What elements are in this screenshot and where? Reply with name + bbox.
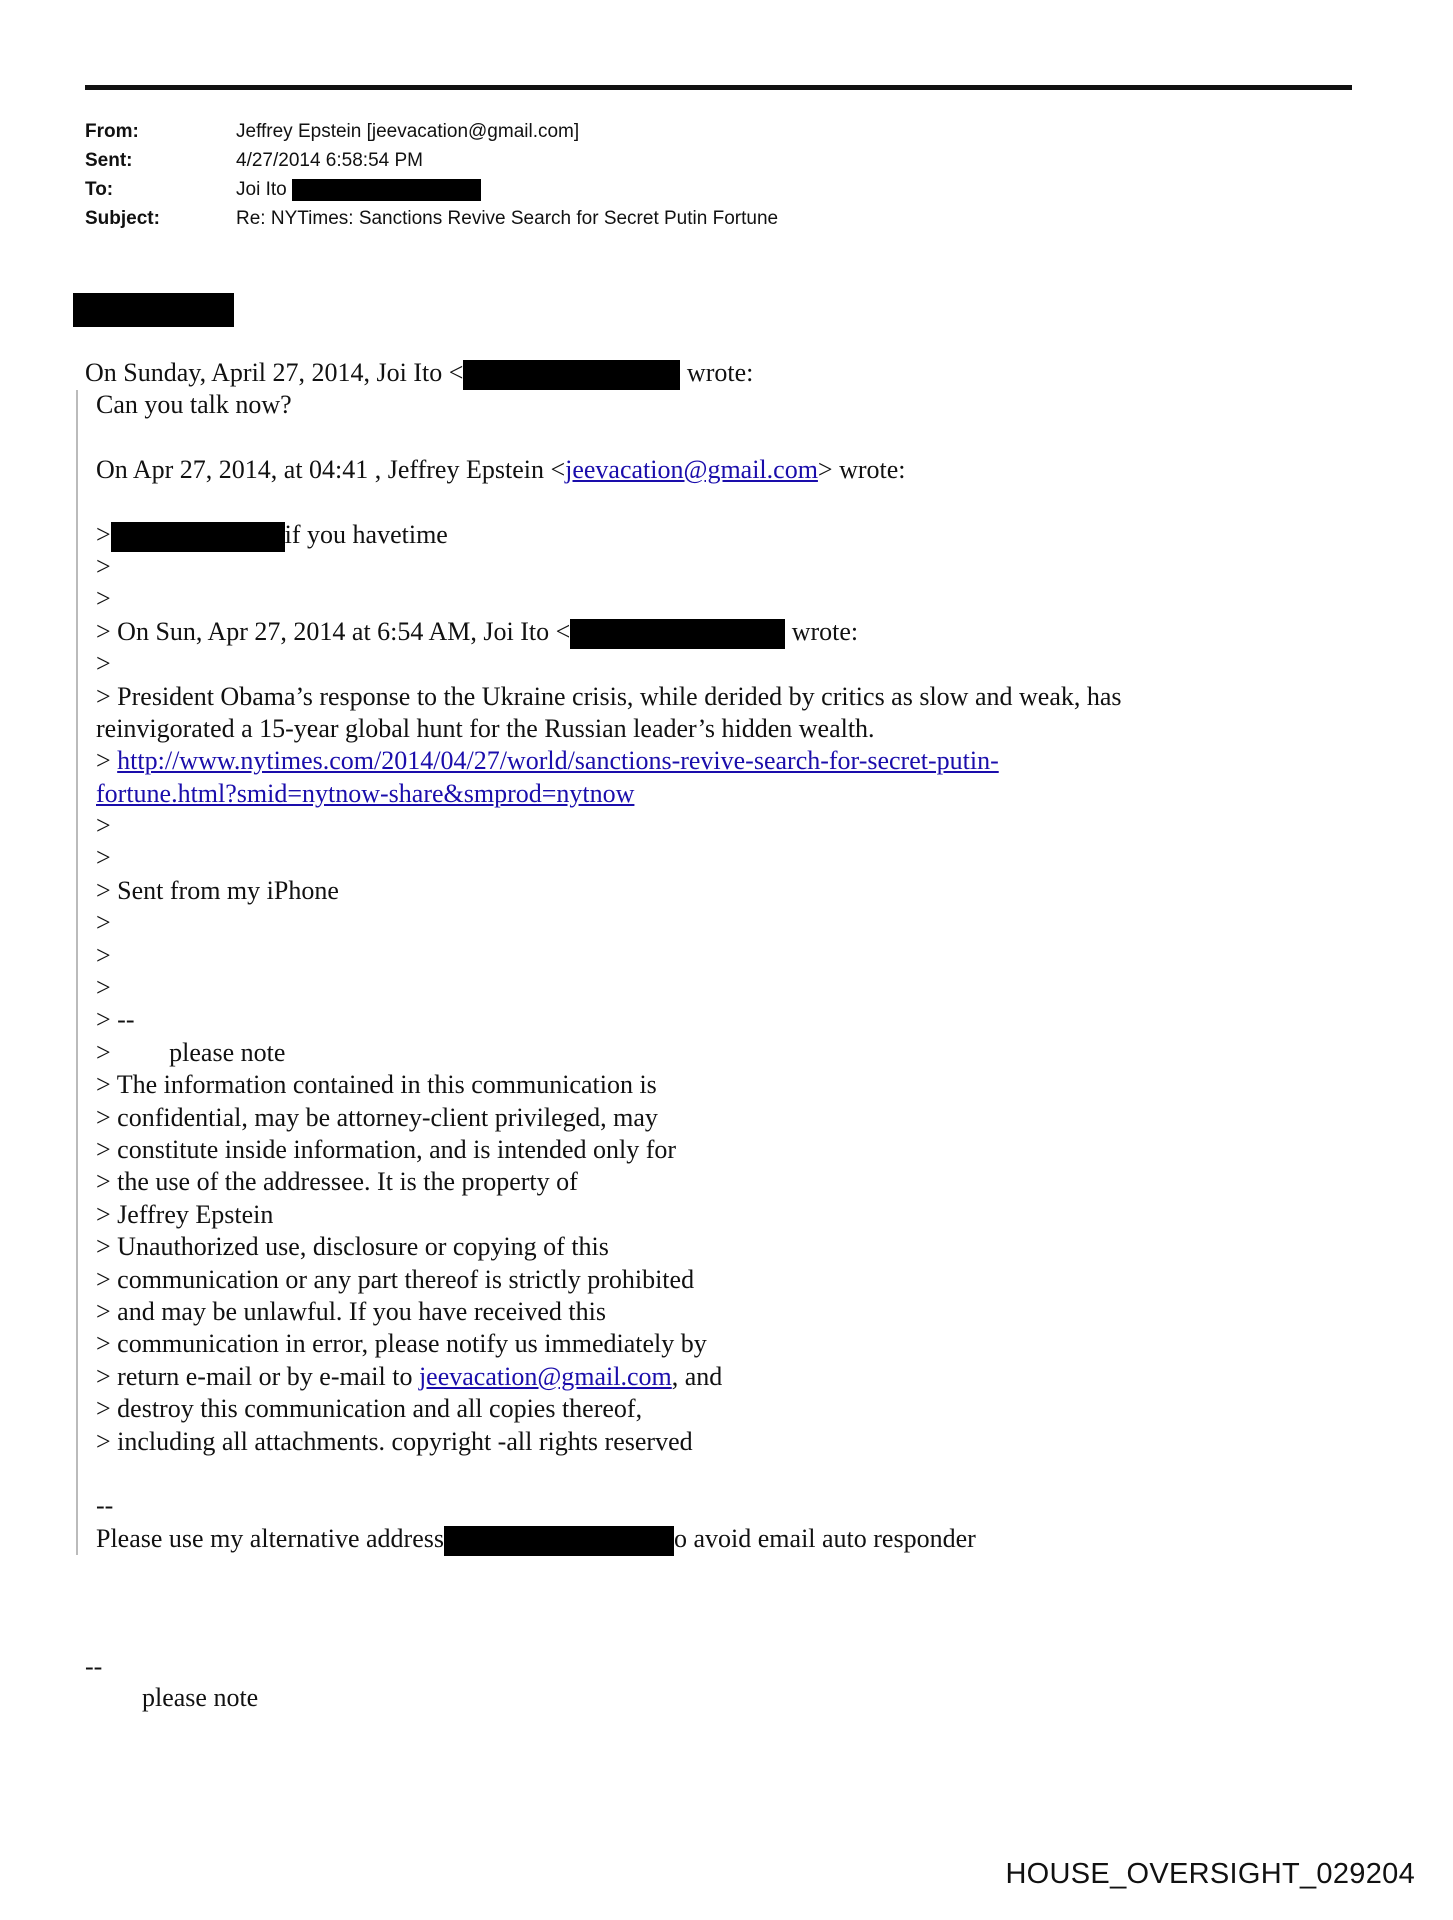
redaction-box <box>463 360 680 390</box>
subject-label: Subject: <box>85 208 160 229</box>
quote-text: > communication or any part thereof is strictly prohibited <box>96 1264 695 1294</box>
quote-text: > return e-mail or by e-mail to <box>96 1361 419 1391</box>
quote-text: > communication in error, please notify us immediately by <box>96 1329 707 1359</box>
quote-text: > <box>96 843 111 873</box>
quote-line <box>96 616 1122 648</box>
quote-text: > <box>96 973 111 1003</box>
quote-line <box>96 681 1122 713</box>
quote-text: -- <box>96 1491 114 1521</box>
quote-line <box>96 1523 1122 1555</box>
to-value: Joi Ito <box>236 179 287 200</box>
quote-text: > Unauthorized use, disclosure or copying of this <box>96 1232 609 1262</box>
quote-text: , and <box>671 1361 723 1391</box>
quote-line <box>96 745 1122 777</box>
quote-text: > President Obama’s response to the Ukraine crisis, while derided by critics as slow and weak, has <box>96 681 1122 711</box>
to-label: To: <box>85 179 114 200</box>
quote-line <box>96 940 1122 972</box>
quote-line <box>96 810 1122 842</box>
quote-text: > confidential, may be attorney-client privileged, may <box>96 1102 658 1132</box>
quoted-message <box>96 389 1122 1555</box>
quote-line <box>96 1102 1122 1134</box>
quote-line <box>96 1166 1122 1198</box>
quote-line <box>96 1037 1122 1069</box>
quote-text: > -- <box>96 1005 135 1035</box>
quote-line <box>96 1458 1122 1490</box>
quote-text: > Jeffrey Epstein <box>96 1199 274 1229</box>
quote-line <box>96 1426 1122 1458</box>
quote-line <box>96 1296 1122 1328</box>
quote-line <box>96 519 1122 551</box>
quote-text: if you havetime <box>284 519 448 549</box>
sent-label: Sent: <box>85 150 133 171</box>
quote-line <box>96 583 1122 615</box>
quote-line <box>96 875 1122 907</box>
quote-line <box>96 1328 1122 1360</box>
quote-line <box>96 1393 1122 1425</box>
quote-text: On Apr 27, 2014, at 04:41 , Jeffrey Epstein < <box>96 454 566 484</box>
quote-text: Please use my alternative address <box>96 1523 444 1553</box>
quote-text: > including all attachments. copyright -all rights reserved <box>96 1426 693 1456</box>
quote-line <box>96 842 1122 874</box>
email-link[interactable]: fortune.html?smid=nytnow-share&smprod=nytnow <box>96 778 635 808</box>
quote-text: > On Sun, Apr 27, 2014 at 6:54 AM, Joi Ito < <box>96 616 571 646</box>
quote-bar <box>76 390 78 1555</box>
quote-text: > <box>96 649 111 679</box>
reply-intro <box>85 357 753 389</box>
quote-text: > wrote: <box>817 454 906 484</box>
email-link[interactable]: http://www.nytimes.com/2014/04/27/world/sanctions-revive-search-for-secret-putin- <box>117 746 999 776</box>
quote-text: > please note <box>96 1037 286 1067</box>
quote-text: > and may be unlawful. If you have received this <box>96 1296 606 1326</box>
quote-text: > <box>96 811 111 841</box>
quote-line <box>96 648 1122 680</box>
quote-text: > destroy this communication and all copies thereof, <box>96 1394 643 1424</box>
quote-text: > <box>96 940 111 970</box>
header-rule <box>85 85 1352 90</box>
quote-line <box>96 1264 1122 1296</box>
quote-line <box>96 907 1122 939</box>
quote-line <box>96 972 1122 1004</box>
quote-line <box>96 421 1122 453</box>
bates-number: HOUSE_OVERSIGHT_029204 <box>1005 1858 1415 1890</box>
quote-text: > the use of the addressee. It is the property of <box>96 1167 578 1197</box>
quote-text: > The information contained in this communication is <box>96 1070 657 1100</box>
quote-line <box>96 1490 1122 1522</box>
redaction-box <box>73 293 234 327</box>
redaction-box <box>111 522 285 552</box>
quote-line <box>96 1231 1122 1263</box>
quote-line <box>96 713 1122 745</box>
quote-text: > Sent from my iPhone <box>96 875 339 905</box>
email-link[interactable]: jeevacation@gmail.com <box>565 454 818 484</box>
quote-line <box>96 389 1122 421</box>
quote-text: > constitute inside information, and is intended only for <box>96 1134 677 1164</box>
from-value: Jeffrey Epstein [jeevacation@gmail.com] <box>236 121 580 142</box>
quote-line <box>96 486 1122 518</box>
quote-line <box>96 1134 1122 1166</box>
redaction-box <box>444 1526 674 1556</box>
quote-text: > <box>96 908 111 938</box>
quote-line <box>96 1069 1122 1101</box>
quote-line <box>96 1361 1122 1393</box>
email-link[interactable]: jeevacation@gmail.com <box>418 1361 672 1391</box>
sent-value: 4/27/2014 6:58:54 PM <box>236 150 423 171</box>
signature-note: please note <box>142 1683 259 1712</box>
quote-line <box>96 551 1122 583</box>
quote-text: reinvigorated a 15-year global hunt for the Russian leader’s hidden wealth. <box>96 713 875 743</box>
quote-text: wrote: <box>785 616 859 646</box>
quote-line <box>96 1004 1122 1036</box>
subject-value: Re: NYTimes: Sanctions Revive Search for Secret Putin Fortune <box>236 208 779 229</box>
quote-text: > <box>96 551 111 581</box>
quote-text: o avoid email auto responder <box>674 1523 976 1553</box>
quote-text: > <box>96 584 111 614</box>
redaction-box <box>570 619 785 649</box>
signature-dashes: -- <box>85 1652 103 1681</box>
quote-line <box>96 1199 1122 1231</box>
redaction-box <box>292 179 481 201</box>
quote-text: > <box>96 519 111 549</box>
quote-text: > <box>96 746 118 776</box>
intro-wrote: wrote: <box>680 358 754 387</box>
to-value-wrap <box>236 175 481 204</box>
intro-text: On Sunday, April 27, 2014, Joi Ito < <box>85 358 464 387</box>
quote-text: Can you talk now? <box>96 390 292 419</box>
quote-line <box>96 778 1122 810</box>
quote-line <box>96 454 1122 486</box>
from-label: From: <box>85 121 139 142</box>
